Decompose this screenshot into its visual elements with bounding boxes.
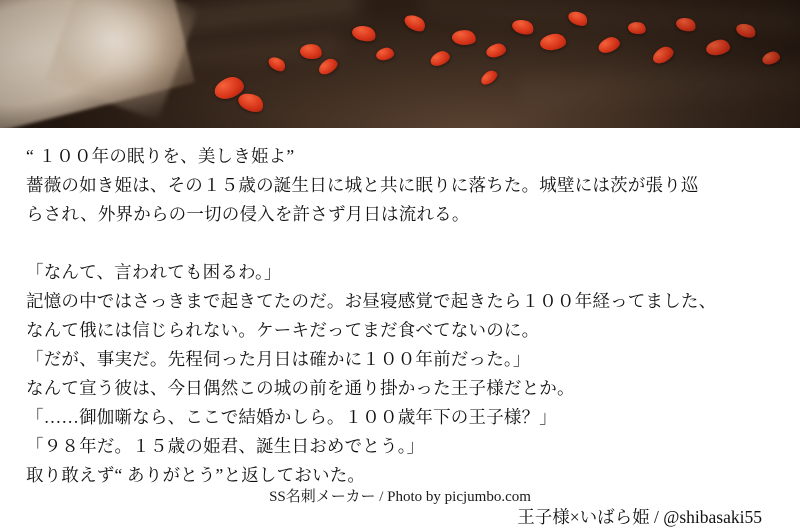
story-line: 「なんて、言われても困るわ。」	[26, 262, 282, 282]
story-line: なんて俄には信じられない。ケーキだってまだ食べてないのに。	[26, 320, 540, 340]
story-line: 取り敢えず“ ありがとう”と返しておいた。	[26, 465, 366, 485]
story-line: なんて宣う彼は、今日偶然この城の前を通り掛かった王子様だとか。	[26, 378, 575, 398]
story-line: らされ、外界からの一切の侵入を許さず月日は流れる。	[26, 204, 470, 224]
story-line: 「……御伽噺なら、ここで結婚かしら。１００歳年下の王子様？」	[26, 407, 557, 427]
story-line: 「だが、事実だ。先程伺った月日は確かに１００年前だった。」	[26, 349, 531, 369]
story-line: 薔薇の如き姫は、その１５歳の誕生日に城と共に眠りに落ちた。城壁には茨が張り巡	[26, 175, 699, 195]
header-photo	[0, 0, 800, 128]
story-text	[0, 128, 800, 527]
byline: 王子様×いばら姫 / @shibasaki55	[517, 507, 762, 527]
story-line: 「９８年だ。１５歳の姫君、誕生日おめでとう。」	[26, 436, 425, 456]
footer-credit: SS名刺メーカー / Photo by picjumbo.com	[269, 489, 531, 505]
story-line: 記憶の中ではさっきまで起きてたのだ。お昼寝感覚で起きたら１００年経ってました、	[26, 291, 717, 311]
story-line-blank	[26, 229, 774, 258]
story-line: “ １００年の眠りを、美しき姫よ”	[26, 146, 295, 166]
story-lines	[26, 142, 774, 490]
photo-vignette	[0, 0, 800, 128]
